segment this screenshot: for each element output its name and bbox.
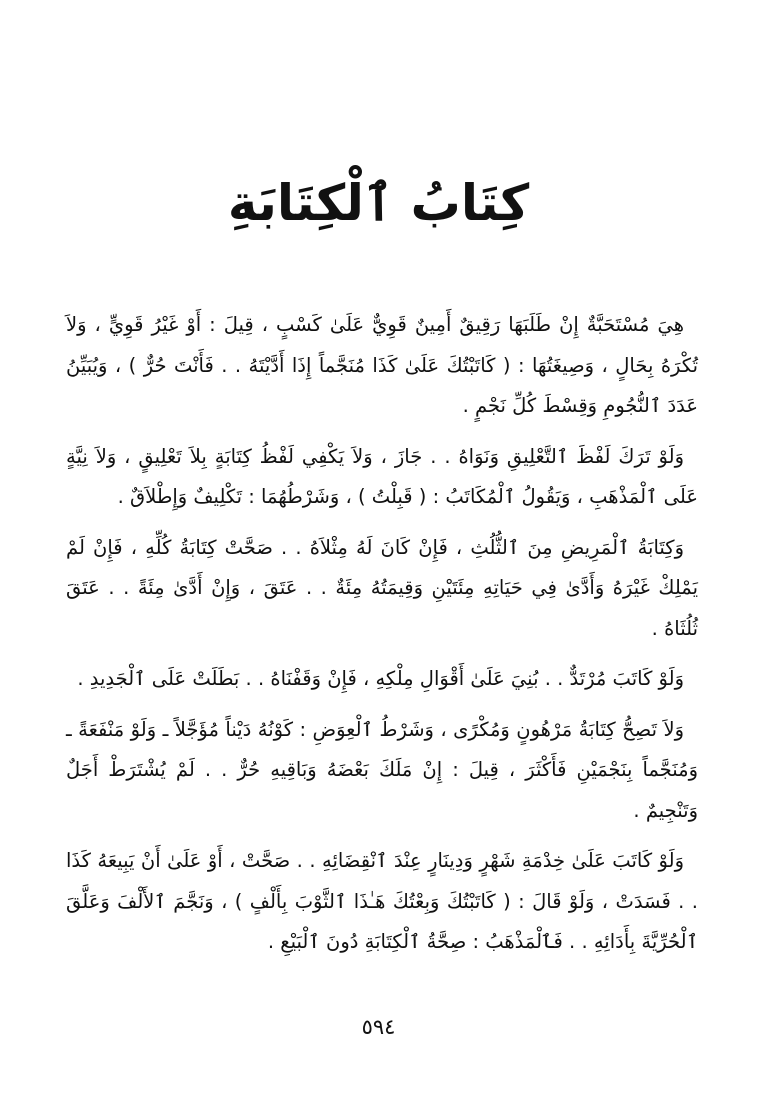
paragraph-1: هِيَ مُسْتَحَبَّةٌ إِنْ طَلَبَهَا رَقِيقٌ أَمِينٌ قَوِيٌّ عَلَىٰ كَسْبٍ ، قِيلَ : أَوْ غَيْرُ قَوِيٍّ ، وَلاَ تُكْرَهُ بِحَالٍ ، وَصِيغَتُهَا : ( كَاتَبْتُكَ عَلَىٰ كَذَا مُنَجَّماً إِذَا أَدَّيْتَهُ . . فَأَنْتَ حُرٌّ ) ، وَيُبَيِّنُ عَدَدَ ٱلنُّجُومِ وَقِسْطَ كُلِّ نَجْمٍ .: [66, 313, 698, 417]
paragraph-5: وَلاَ تَصِحُّ كِتَابَةُ مَرْهُونٍ وَمُكْرًى ، وَشَرْطُ ٱلْعِوَضِ : كَوْنُهُ دَيْناً مُؤَجَّلاً ـ وَلَوْ مَنْفَعَةً ـ وَمُنَجَّماً بِنَجْمَيْنِ فَأَكْثَرَ ، قِيلَ : إِنْ مَلَكَ بَعْضَهُ وَبَاقِيهِ حُرٌّ . . لَمْ يُشْتَرَطْ أَجَلٌ وَتَنْجِيمٌ .: [66, 717, 698, 822]
paragraph-6: وَلَوْ كَاتَبَ عَلَىٰ خِدْمَةِ شَهْرٍ وَدِينَارٍ عِنْدَ ٱنْقِضَائِهِ . . صَحَّتْ ، أَوْ عَلَىٰ أَنْ يَبِيعَهُ كَذَا . . فَسَدَتْ ، وَلَوْ قَالَ : ( كَاتَبْتُكَ وَبِعْتُكَ هَـٰذَا ٱلثَّوْبَ بِأَلْفٍ ) ، وَنَجَّمَ ٱلأَلْفَ وَعَلَّقَ ٱلْحُرِّيَّةَ بِأَدَائِهِ . . فَٱلْمَذْهَبُ : صِحَّةُ ٱلْكِتَابَةِ دُونَ ٱلْبَيْعِ .: [66, 849, 698, 953]
paragraph-2: وَلَوْ تَرَكَ لَفْظَ ٱلتَّعْلِيقِ وَنَوَاهُ . . جَازَ ، وَلاَ يَكْفِي لَفْظُ كِتَابَةٍ بِلاَ تَعْلِيقٍ ، وَلاَ نِيَّةٍ عَلَى ٱلْمَذْهَبِ ، وَيَقُولُ ٱلْمُكَاتَبُ : ( قَبِلْتُ ) ، وَشَرْطُهُمَا : تَكْلِيفٌ وَإِطْلاَقٌ .: [66, 444, 698, 508]
paragraph-3: وَكِتَابَةُ ٱلْمَرِيضِ مِنَ ٱلثُّلُثِ ، فَإِنْ كَانَ لَهُ مِثْلاَهُ . . صَحَّتْ كِتَابَةُ كُلِّهِ ، فَإِنْ لَمْ يَمْلِكْ غَيْرَهُ وَأَدَّىٰ فِي حَيَاتِهِ مِئَتَيْنِ وَقِيمَتُهُ مِئَةٌ . . عَتَقَ ، وَإِنْ أَدَّىٰ مِئَةً . . عَتَقَ ثُلُثَاهُ .: [66, 535, 698, 640]
page-number: ٥٩٤: [361, 1015, 396, 1039]
chapter-title: كِتَابُ ٱلْكِتَابَةِ: [227, 174, 530, 232]
body-text: [66, 305, 698, 963]
paragraph-4: وَلَوْ كَاتَبَ مُرْتَدٌّ . . بُنِيَ عَلَىٰ أَقْوَالِ مِلْكِهِ ، فَإِنْ وَقَفْنَاهُ . . بَطَلَتْ عَلَى ٱلْجَدِيدِ .: [77, 667, 684, 690]
